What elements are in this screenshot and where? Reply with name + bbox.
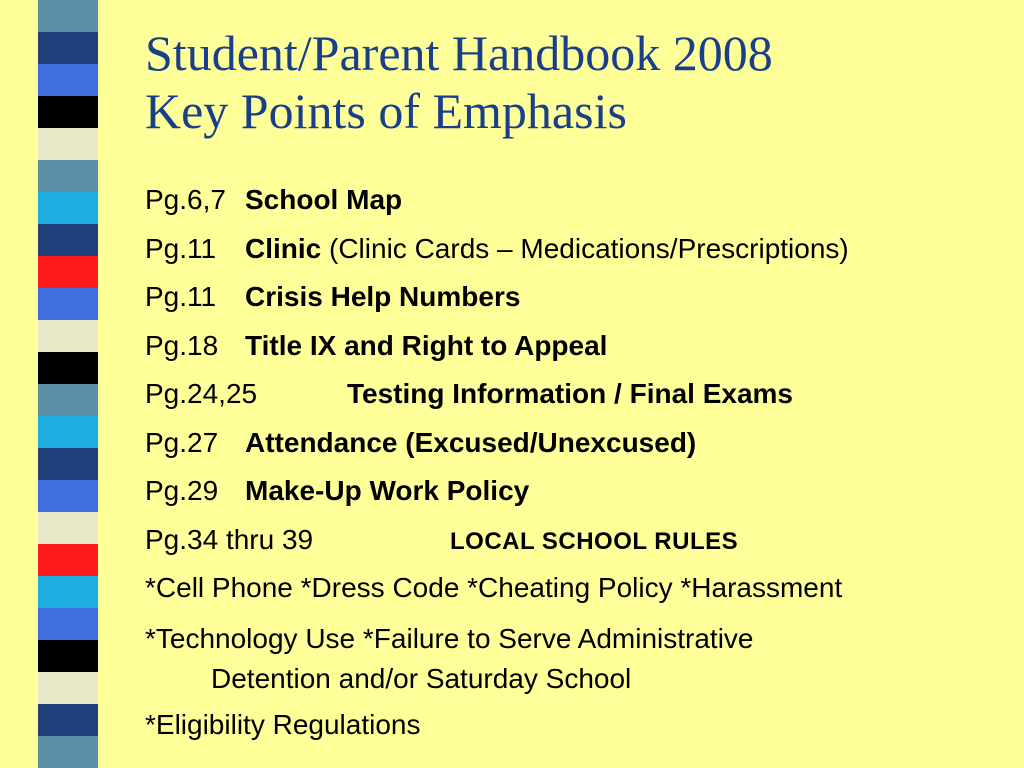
rules-line-2b: Detention and/or Saturday School bbox=[211, 662, 632, 694]
list-item bbox=[145, 324, 1015, 373]
topic-rest: (Clinic Cards – Medications/Prescriptions) bbox=[321, 232, 849, 264]
stripe-segment bbox=[38, 160, 98, 192]
list-item bbox=[145, 469, 1015, 518]
page-ref: Pg.11 bbox=[145, 232, 217, 264]
page-ref: Pg.24,25 bbox=[145, 378, 258, 409]
local-rules-heading: LOCAL SCHOOL RULES bbox=[450, 527, 739, 555]
topic bbox=[245, 227, 849, 271]
stripe-segment bbox=[38, 352, 98, 384]
stripe-segment bbox=[38, 448, 98, 480]
page-ref: Pg.27 bbox=[145, 426, 219, 458]
stripe-segment bbox=[38, 704, 98, 736]
list-item bbox=[145, 178, 1015, 227]
list-item bbox=[145, 372, 1015, 421]
stripe-segment bbox=[38, 224, 98, 256]
title-line-2: Key Points of Emphasis bbox=[145, 83, 627, 139]
page-ref: Pg.34 thru 39 bbox=[145, 523, 314, 555]
stripe-segment bbox=[38, 128, 98, 160]
stripe-segment bbox=[38, 640, 98, 672]
stripe-segment bbox=[38, 288, 98, 320]
topic bbox=[245, 469, 529, 513]
stripe-segment bbox=[38, 32, 98, 64]
list-item bbox=[145, 421, 1015, 470]
page-ref: Pg.29 bbox=[145, 475, 219, 506]
topic bbox=[245, 421, 696, 465]
topic-bold: Make-Up Work Policy bbox=[245, 475, 530, 506]
topic-bold: Testing Information / Final Exams bbox=[347, 378, 793, 409]
list-item bbox=[145, 227, 1015, 276]
stripe-segment bbox=[38, 384, 98, 416]
stripe-segment bbox=[38, 320, 98, 352]
rules-line-3: *Eligibility Regulations bbox=[145, 708, 421, 740]
page-ref: Pg.18 bbox=[145, 329, 219, 361]
stripe-segment bbox=[38, 736, 98, 768]
stripe-segment bbox=[38, 480, 98, 512]
page-ref: Pg.6,7 bbox=[145, 184, 226, 215]
topic-bold: Title IX and Right to Appeal bbox=[245, 329, 608, 361]
stripe-segment bbox=[38, 64, 98, 96]
topic bbox=[347, 372, 793, 416]
stripe-segment bbox=[38, 512, 98, 544]
stripe-segment bbox=[38, 192, 98, 224]
list-item bbox=[145, 275, 1015, 324]
list-item bbox=[145, 518, 1015, 567]
slide-body bbox=[145, 178, 1015, 751]
stripe-segment bbox=[38, 96, 98, 128]
title-line-1: Student/Parent Handbook 2008 bbox=[145, 25, 773, 81]
rules-line-1: *Cell Phone *Dress Code *Cheating Policy *Harassment bbox=[145, 572, 843, 603]
page-ref: Pg.11 bbox=[145, 281, 217, 312]
stripe-segment bbox=[38, 544, 98, 576]
topic bbox=[245, 275, 520, 319]
stripe-segment bbox=[38, 256, 98, 288]
stripe-segment bbox=[38, 672, 98, 704]
rules-line-2 bbox=[145, 615, 1015, 699]
rules-line-2a: *Technology Use *Failure to Serve Administrative bbox=[145, 622, 754, 654]
topic bbox=[245, 324, 607, 368]
topic bbox=[450, 518, 738, 564]
stripe-segment bbox=[38, 416, 98, 448]
slide-title bbox=[145, 24, 1005, 140]
decorative-stripe-bar bbox=[38, 0, 98, 768]
topic bbox=[245, 178, 402, 222]
topic-bold: School Map bbox=[245, 184, 403, 215]
topic-bold: Attendance (Excused/Unexcused) bbox=[245, 426, 697, 458]
stripe-segment bbox=[38, 576, 98, 608]
topic-bold: Crisis Help Numbers bbox=[245, 281, 521, 312]
stripe-segment bbox=[38, 0, 98, 32]
topic-bold: Clinic bbox=[245, 232, 322, 264]
stripe-segment bbox=[38, 608, 98, 640]
